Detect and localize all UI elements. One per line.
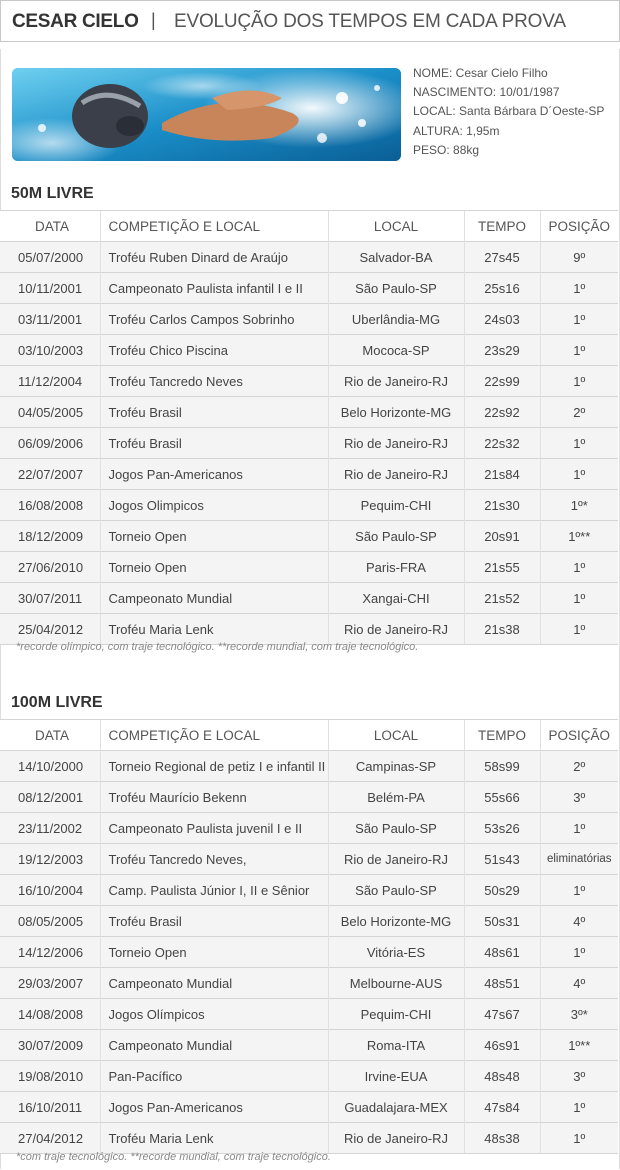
time-cell: 21s52 xyxy=(464,583,540,614)
results-table-50m xyxy=(0,210,618,645)
table-row xyxy=(0,428,618,459)
position-cell: 1º** xyxy=(540,1030,618,1061)
table-row xyxy=(0,875,618,906)
table-row xyxy=(0,968,618,999)
local-cell: Rio de Janeiro-RJ xyxy=(328,844,464,875)
date-cell: 16/10/2004 xyxy=(0,875,100,906)
competition-cell: Troféu Tancredo Neves, xyxy=(100,844,328,875)
position-cell: 2º xyxy=(540,397,618,428)
competition-cell: Campeonato Mundial xyxy=(100,583,328,614)
time-cell: 48s48 xyxy=(464,1061,540,1092)
profile-name: NOME: Cesar Cielo Filho xyxy=(413,66,548,80)
date-cell: 22/07/2007 xyxy=(0,459,100,490)
local-cell: Pequim-CHI xyxy=(328,999,464,1030)
position-cell: 1º xyxy=(540,1092,618,1123)
date-cell: 14/12/2006 xyxy=(0,937,100,968)
col-time-header: TEMPO xyxy=(464,211,540,242)
header-separator: | xyxy=(151,10,156,30)
table-row xyxy=(0,583,618,614)
position-cell: 1º xyxy=(540,937,618,968)
athlete-name: CESAR CIELO xyxy=(12,11,139,32)
position-cell: 1º xyxy=(540,583,618,614)
position-cell: 1º xyxy=(540,273,618,304)
athlete-profile xyxy=(413,64,604,160)
local-cell: Rio de Janeiro-RJ xyxy=(328,614,464,645)
col-local-header: LOCAL xyxy=(328,211,464,242)
position-cell: 1º* xyxy=(540,490,618,521)
local-cell: Uberlândia-MG xyxy=(328,304,464,335)
position-cell: 1º xyxy=(540,304,618,335)
results-table-100m xyxy=(0,719,618,1154)
table-row xyxy=(0,304,618,335)
time-cell: 58s99 xyxy=(464,751,540,782)
local-cell: Rio de Janeiro-RJ xyxy=(328,459,464,490)
table-header-row xyxy=(0,211,618,242)
time-cell: 21s38 xyxy=(464,614,540,645)
date-cell: 19/08/2010 xyxy=(0,1061,100,1092)
col-date-header: DATA xyxy=(0,211,100,242)
date-cell: 19/12/2003 xyxy=(0,844,100,875)
table-row xyxy=(0,999,618,1030)
time-cell: 47s84 xyxy=(464,1092,540,1123)
page-subtitle: EVOLUÇÃO DOS TEMPOS EM CADA PROVA xyxy=(174,11,566,32)
swimmer-illustration xyxy=(12,68,401,161)
date-cell: 06/09/2006 xyxy=(0,428,100,459)
competition-cell: Troféu Brasil xyxy=(100,906,328,937)
col-position-header: POSIÇÃO xyxy=(540,211,618,242)
competition-cell: Troféu Brasil xyxy=(100,397,328,428)
competition-cell: Torneio Regional de petiz I e infantil II xyxy=(100,751,328,782)
position-cell: 1º xyxy=(540,459,618,490)
time-cell: 25s16 xyxy=(464,273,540,304)
local-cell: Pequim-CHI xyxy=(328,490,464,521)
position-cell: 9º xyxy=(540,242,618,273)
table-row xyxy=(0,906,618,937)
date-cell: 23/11/2002 xyxy=(0,813,100,844)
position-cell: 4º xyxy=(540,968,618,999)
local-cell: Rio de Janeiro-RJ xyxy=(328,366,464,397)
position-cell: 1º xyxy=(540,335,618,366)
position-cell: 1º xyxy=(540,552,618,583)
table-row xyxy=(0,1092,618,1123)
time-cell: 48s38 xyxy=(464,1123,540,1154)
local-cell: Belém-PA xyxy=(328,782,464,813)
date-cell: 16/08/2008 xyxy=(0,490,100,521)
competition-cell: Torneio Open xyxy=(100,937,328,968)
competition-cell: Troféu Maria Lenk xyxy=(100,614,328,645)
local-cell: Belo Horizonte-MG xyxy=(328,906,464,937)
table-row xyxy=(0,844,618,875)
col-position-header: POSIÇÃO xyxy=(540,720,618,751)
competition-cell: Jogos Olimpicos xyxy=(100,490,328,521)
time-cell: 22s92 xyxy=(464,397,540,428)
profile-height: ALTURA: 1,95m xyxy=(413,123,500,138)
position-cell: 1º xyxy=(540,428,618,459)
table-row xyxy=(0,1123,618,1154)
table-row xyxy=(0,242,618,273)
time-cell: 48s51 xyxy=(464,968,540,999)
local-cell: Roma-ITA xyxy=(328,1030,464,1061)
position-cell: 2º xyxy=(540,751,618,782)
date-cell: 14/10/2000 xyxy=(0,751,100,782)
col-competition-header: COMPETIÇÃO E LOCAL xyxy=(100,211,328,242)
local-cell: São Paulo-SP xyxy=(328,521,464,552)
table-row xyxy=(0,552,618,583)
competition-cell: Troféu Chico Piscina xyxy=(100,335,328,366)
date-cell: 25/04/2012 xyxy=(0,614,100,645)
position-cell: 1º xyxy=(540,875,618,906)
col-competition-header: COMPETIÇÃO E LOCAL xyxy=(100,720,328,751)
local-cell: Irvine-EUA xyxy=(328,1061,464,1092)
local-cell: Paris-FRA xyxy=(328,552,464,583)
time-cell: 23s29 xyxy=(464,335,540,366)
date-cell: 29/03/2007 xyxy=(0,968,100,999)
competition-cell: Jogos Pan-Americanos xyxy=(100,1092,328,1123)
competition-cell: Torneio Open xyxy=(100,521,328,552)
date-cell: 30/07/2011 xyxy=(0,583,100,614)
table-row xyxy=(0,366,618,397)
swimmer-photo xyxy=(12,68,401,161)
date-cell: 27/06/2010 xyxy=(0,552,100,583)
local-cell: Xangai-CHI xyxy=(328,583,464,614)
col-date-header: DATA xyxy=(0,720,100,751)
profile-weight: PESO: 88kg xyxy=(413,142,480,157)
date-cell: 03/11/2001 xyxy=(0,304,100,335)
competition-cell: Campeonato Mundial xyxy=(100,1030,328,1061)
position-cell: 3º xyxy=(540,1061,618,1092)
table-row xyxy=(0,813,618,844)
time-cell: 53s26 xyxy=(464,813,540,844)
table-row xyxy=(0,751,618,782)
time-cell: 20s91 xyxy=(464,521,540,552)
table-row xyxy=(0,937,618,968)
competition-cell: Troféu Ruben Dinard de Araújo xyxy=(100,242,328,273)
date-cell: 14/08/2008 xyxy=(0,999,100,1030)
col-time-header: TEMPO xyxy=(464,720,540,751)
local-cell: Rio de Janeiro-RJ xyxy=(328,1123,464,1154)
position-cell: eliminatórias xyxy=(540,844,618,875)
local-cell: São Paulo-SP xyxy=(328,273,464,304)
competition-cell: Torneio Open xyxy=(100,552,328,583)
competition-cell: Jogos Olímpicos xyxy=(100,999,328,1030)
time-cell: 50s31 xyxy=(464,906,540,937)
competition-cell: Camp. Paulista Júnior I, II e Sênior xyxy=(100,875,328,906)
table-row xyxy=(0,397,618,428)
section-title-100m: 100M LIVRE xyxy=(11,694,103,711)
competition-cell: Troféu Brasil xyxy=(100,428,328,459)
date-cell: 27/04/2012 xyxy=(0,1123,100,1154)
position-cell: 1º xyxy=(540,366,618,397)
local-cell: Melbourne-AUS xyxy=(328,968,464,999)
position-cell: 3º xyxy=(540,782,618,813)
time-cell: 48s61 xyxy=(464,937,540,968)
table-row xyxy=(0,273,618,304)
competition-cell: Troféu Tancredo Neves xyxy=(100,366,328,397)
competition-cell: Campeonato Mundial xyxy=(100,968,328,999)
profile-birthplace: LOCAL: Santa Bárbara D´Oeste-SP xyxy=(413,104,605,119)
competition-cell: Jogos Pan-Americanos xyxy=(100,459,328,490)
competition-cell: Campeonato Paulista juvenil I e II xyxy=(100,813,328,844)
position-cell: 4º xyxy=(540,906,618,937)
col-local-header: LOCAL xyxy=(328,720,464,751)
table-row xyxy=(0,335,618,366)
date-cell: 08/05/2005 xyxy=(0,906,100,937)
local-cell: Salvador-BA xyxy=(328,242,464,273)
date-cell: 11/12/2004 xyxy=(0,366,100,397)
competition-cell: Campeonato Paulista infantil I e II xyxy=(100,273,328,304)
local-cell: Vitória-ES xyxy=(328,937,464,968)
position-cell: 1º** xyxy=(540,521,618,552)
competition-cell: Troféu Maria Lenk xyxy=(100,1123,328,1154)
section-title-50m: 50M LIVRE xyxy=(11,185,94,202)
local-cell: Belo Horizonte-MG xyxy=(328,397,464,428)
local-cell: São Paulo-SP xyxy=(328,875,464,906)
table-row xyxy=(0,1030,618,1061)
competition-cell: Troféu Carlos Campos Sobrinho xyxy=(100,304,328,335)
table-row xyxy=(0,1061,618,1092)
date-cell: 30/07/2009 xyxy=(0,1030,100,1061)
time-cell: 21s55 xyxy=(464,552,540,583)
time-cell: 55s66 xyxy=(464,782,540,813)
time-cell: 24s03 xyxy=(464,304,540,335)
position-cell: 1º xyxy=(540,614,618,645)
time-cell: 50s29 xyxy=(464,875,540,906)
date-cell: 08/12/2001 xyxy=(0,782,100,813)
local-cell: Mococa-SP xyxy=(328,335,464,366)
time-cell: 47s67 xyxy=(464,999,540,1030)
time-cell: 51s43 xyxy=(464,844,540,875)
date-cell: 03/10/2003 xyxy=(0,335,100,366)
date-cell: 10/11/2001 xyxy=(0,273,100,304)
time-cell: 21s30 xyxy=(464,490,540,521)
competition-cell: Pan-Pacífico xyxy=(100,1061,328,1092)
date-cell: 18/12/2009 xyxy=(0,521,100,552)
time-cell: 27s45 xyxy=(464,242,540,273)
competition-cell: Troféu Maurício Bekenn xyxy=(100,782,328,813)
time-cell: 21s84 xyxy=(464,459,540,490)
profile-birth: NASCIMENTO: 10/01/1987 xyxy=(413,85,560,100)
local-cell: Guadalajara-MEX xyxy=(328,1092,464,1123)
table-header-row xyxy=(0,720,618,751)
table-row xyxy=(0,782,618,813)
footnote-100m: *com traje tecnológico. **recorde mundial, com traje tecnológico. xyxy=(16,1151,331,1163)
time-cell: 22s32 xyxy=(464,428,540,459)
time-cell: 46s91 xyxy=(464,1030,540,1061)
local-cell: Rio de Janeiro-RJ xyxy=(328,428,464,459)
date-cell: 16/10/2011 xyxy=(0,1092,100,1123)
footnote-50m: *recorde olímpico, com traje tecnológico. **recorde mundial, com traje tecnológico. xyxy=(16,641,419,653)
position-cell: 3º* xyxy=(540,999,618,1030)
local-cell: Campinas-SP xyxy=(328,751,464,782)
time-cell: 22s99 xyxy=(464,366,540,397)
local-cell: São Paulo-SP xyxy=(328,813,464,844)
table-row xyxy=(0,614,618,645)
page-header xyxy=(0,0,620,42)
date-cell: 05/07/2000 xyxy=(0,242,100,273)
table-row xyxy=(0,490,618,521)
position-cell: 1º xyxy=(540,1123,618,1154)
table-row xyxy=(0,521,618,552)
table-row xyxy=(0,459,618,490)
date-cell: 04/05/2005 xyxy=(0,397,100,428)
position-cell: 1º xyxy=(540,813,618,844)
